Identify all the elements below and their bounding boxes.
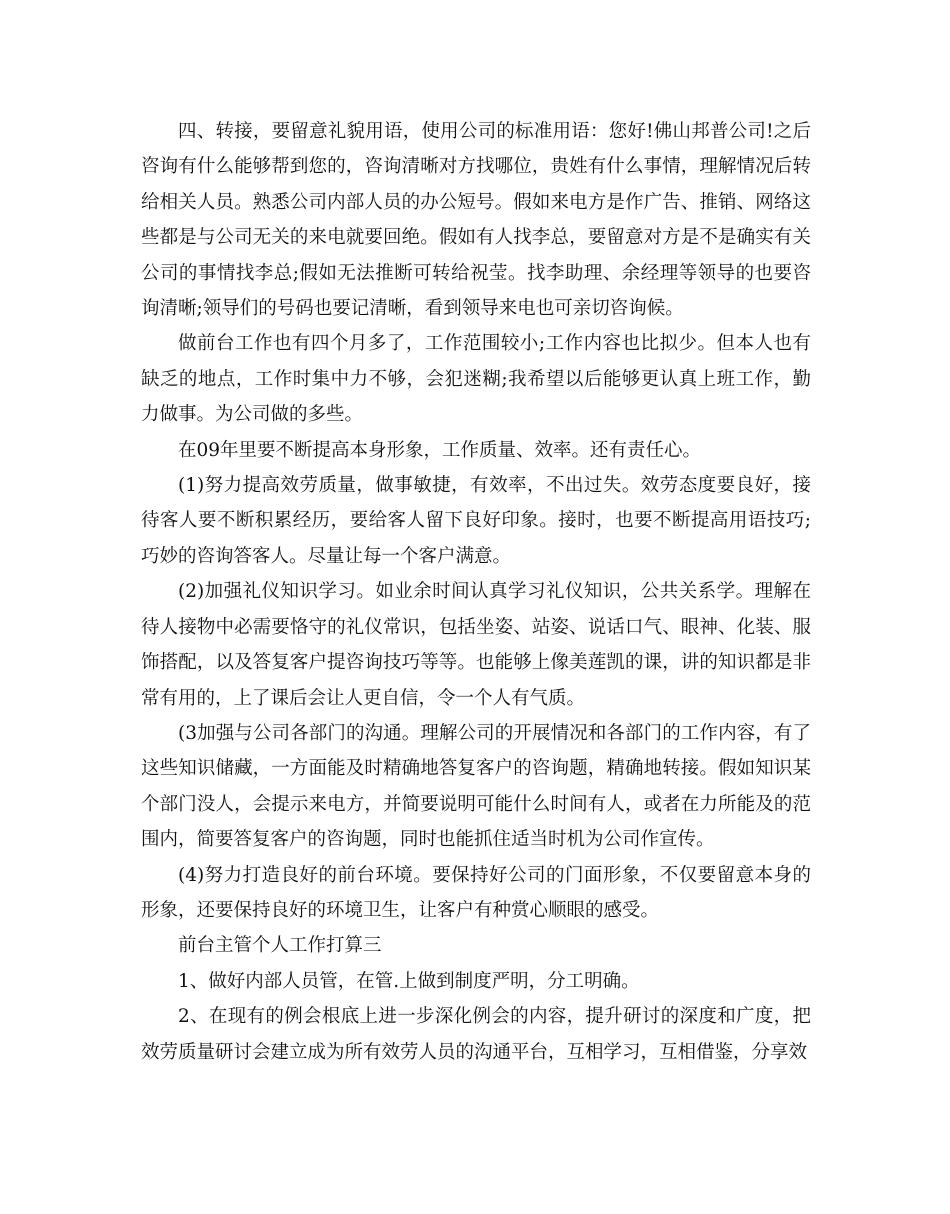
document-body xyxy=(141,114,811,1070)
paragraph-plan-item-1: 1、做好内部人员管，在管.上做到制度严明，分工明确。 xyxy=(178,970,640,992)
paragraph-transfer-etiquette: 四、转接，要留意礼貌用语，使用公司的标准用语：您好!佛山邦普公司!之后咨询有什么能够帮到您的，咨询清晰对方找哪位，贵姓有什么事情，理解情况后转给相关人员。熟悉公司内部人员的办公短号。假如来电方是作广告、推销、网络这些都是与公司无关的来电就要回绝。假如有人找李总，要留意对方是不是确实有关公司的事情找李总;假如无法推断可转给祝莹。找李助理、余经理等领导的也要咨询清晰;领导们的号码也要记清晰，看到领导来电也可亲切咨询候。 xyxy=(141,121,811,320)
paragraph-goal-service-quality: (1)努力提高效劳质量，做事敏捷，有效率，不出过失。效劳态度要良好，接待客人要不断积累经历，要给客人留下良好印象。接时，也要不断提高用语技巧;巧妙的咨询答客人。尽量让每一个客户满意。 xyxy=(141,475,811,567)
section-heading-plan-three: 前台主管个人工作打算三 xyxy=(178,935,382,957)
paragraph-plan-item-2: 2、在现有的例会根底上进一步深化例会的内容，提升研讨的深度和广度，把效劳质量研讨会建立成为所有效劳人员的沟通平台，互相学习，互相借鉴，分享效 xyxy=(141,1006,811,1063)
paragraph-work-summary: 做前台工作也有四个月多了，工作范围较小;工作内容也比拟少。但本人也有缺乏的地点，工作时集中力不够，会犯迷糊;我希望以后能够更认真上班工作，勤力做事。为公司做的多些。 xyxy=(141,333,811,426)
paragraph-goal-communication: (3加强与公司各部门的沟通。理解公司的开展情况和各部门的工作内容，有了这些知识储藏，一方面能及时精确地答复客户的咨询题，精确地转接。假如知识某个部门没人，会提示来电方，并简要说明可能什么时间有人，或者在力所能及的范围内，简要答复客户的咨询题，同时也能抓住适当时机为公司作宣传。 xyxy=(141,722,811,851)
paragraph-goal-etiquette-study: (2)加强礼仪知识学习。如业余时间认真学习礼仪知识，公共关系学。理解在待人接物中必需要恪守的礼仪常识，包括坐姿、站姿、说话口气、眼神、化装、服饰搭配，以及答复客户提咨询技巧等等。也能够上像美莲凯的课，讲的知识都是非常有用的，上了课后会让人更自信，令一个人有气质。 xyxy=(141,581,811,709)
paragraph-goal-environment: (4)努力打造良好的前台环境。要保持好公司的门面形象，不仅要留意本身的形象，还要保持良好的环境卫生，让客户有种赏心顺眼的感受。 xyxy=(141,864,811,921)
paragraph-goals-intro: 在09年里要不断提高本身形象，工作质量、效率。还有责任心。 xyxy=(178,439,702,461)
